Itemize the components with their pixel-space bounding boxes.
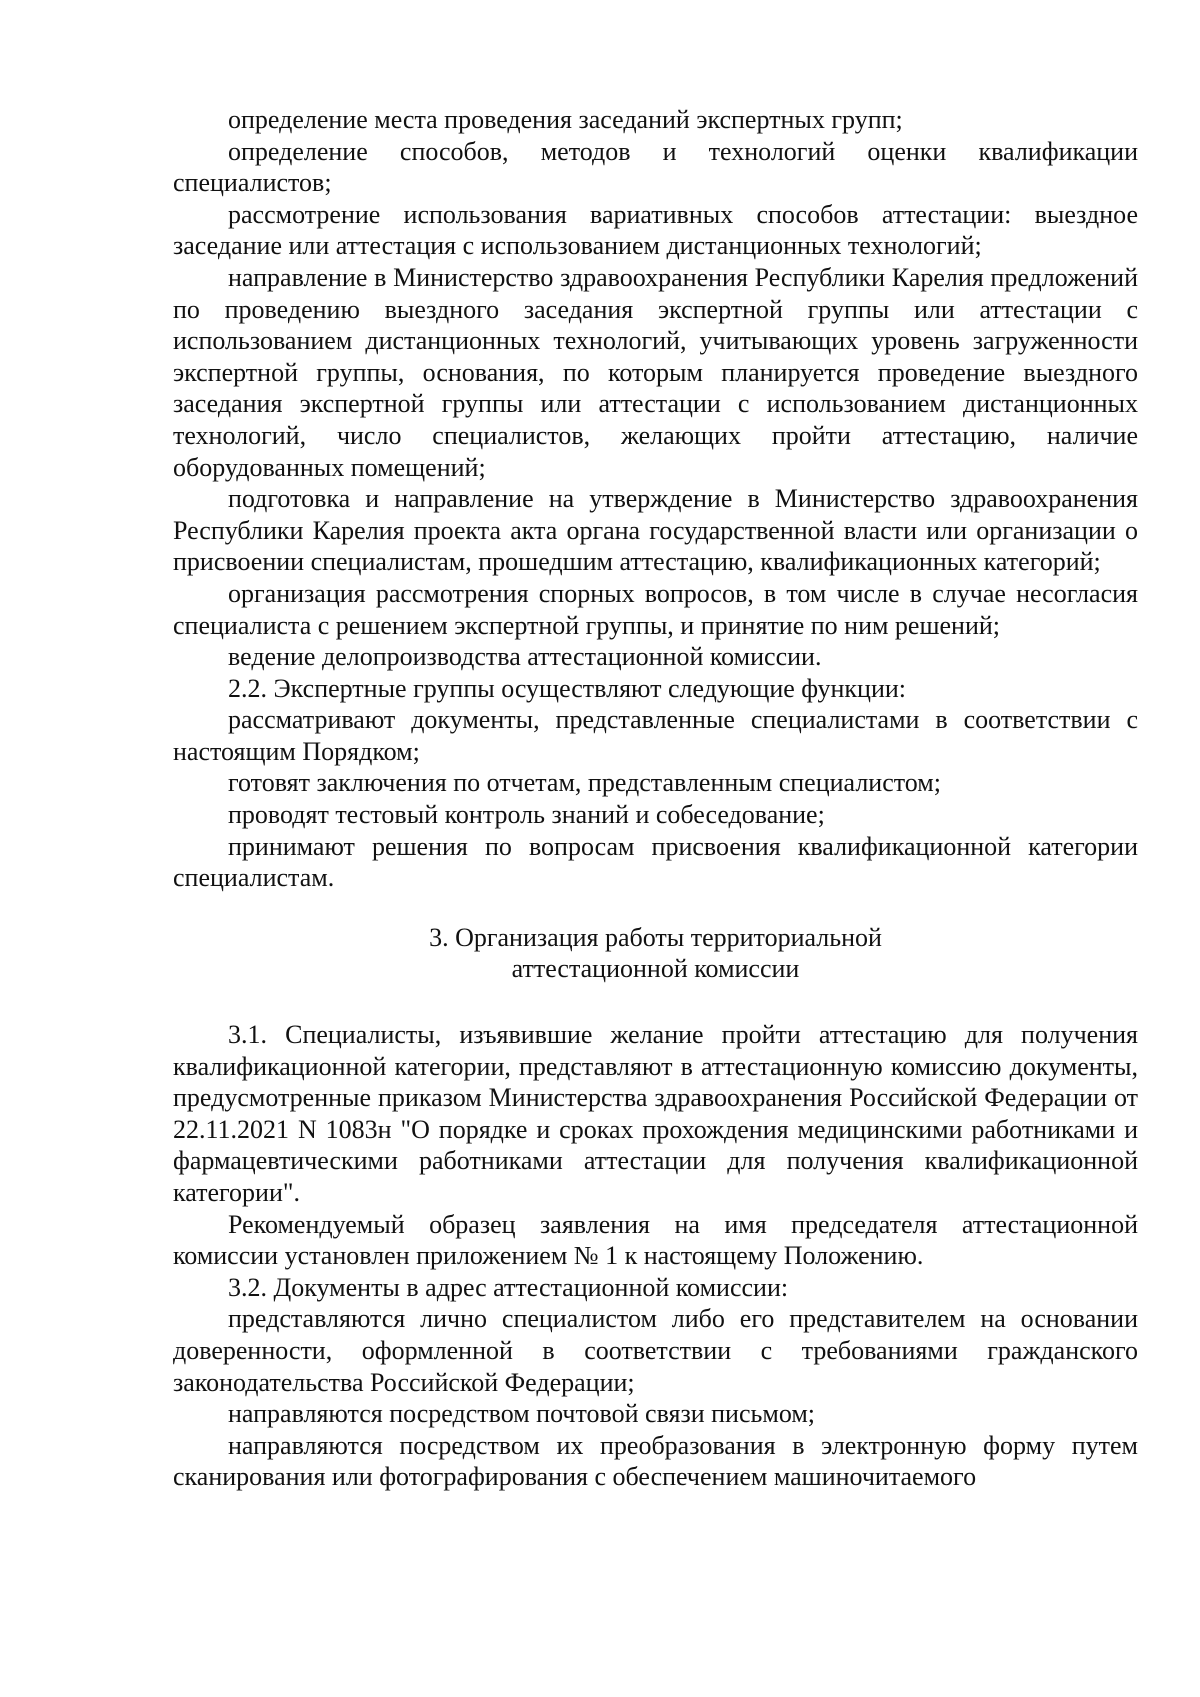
paragraph: организация рассмотрения спорных вопросов, в том числе в случае несогласия специалиста с решением экспертной группы, и принятие по ним решений; — [173, 578, 1138, 640]
clause-3-1: 3.1. Специалисты, изъявившие желание пройти аттестацию для получения квалификационной категории, представляют в аттестационную комиссию документы, предусмотренные приказом Министерства здравоохранения Российской Федерации от 22.11.2021 N 1083н "О порядке и сроках прохождения медицинскими работниками и фармацевтическими работниками аттестации для получения квалификационной категории". — [173, 1020, 1138, 1207]
paragraph: рассмотрение использования вариативных способов аттестации: выездное заседание или аттестация с использованием дистанционных технологий; — [173, 199, 1138, 261]
paragraph: представляются лично специалистом либо его представителем на основании доверенности, оформленной в соответствии с требованиями гражданского законодательства Российской Федерации; — [173, 1304, 1138, 1397]
paragraph: готовят заключения по отчетам, представленным специалистом; — [228, 768, 941, 798]
paragraph: определение способов, методов и технологий оценки квалификации специалистов; — [173, 136, 1138, 198]
section-heading — [173, 922, 1138, 985]
paragraph: Рекомендуемый образец заявления на имя председателя аттестационной комиссии установлен приложением № 1 к настоящему Положению. — [173, 1209, 1138, 1271]
paragraph: определение места проведения заседаний экспертных групп; — [228, 105, 903, 134]
clause-3-2: 3.2. Документы в адрес аттестационной комиссии: — [228, 1272, 789, 1302]
section-heading-line-1: 3. Организация работы территориальной — [429, 922, 882, 952]
paragraph: рассматривают документы, представленные специалистами в соответствии с настоящим Порядком; — [173, 705, 1138, 766]
paragraph: принимают решения по вопросам присвоения квалификационной категории специалистам. — [173, 831, 1138, 893]
paragraph: направление в Министерство здравоохранения Республики Карелия предложений по проведению выездного заседания экспертной группы или аттестации с использованием дистанционных технологий, учитывающих уровень загруженности экспертной группы, основания, по которым планируется проведение выездного заседания экспертной группы или аттестации с использованием дистанционных технологий, число специалистов, желающих пройти аттестацию, наличие оборудованных помещений; — [173, 262, 1138, 482]
document-page — [173, 104, 1138, 1493]
clause-2-2: 2.2. Экспертные группы осуществляют следующие функции: — [228, 673, 907, 703]
paragraph: ведение делопроизводства аттестационной комиссии. — [228, 642, 822, 672]
section-heading-line-2: аттестационной комиссии — [511, 954, 800, 984]
paragraph: направляются посредством их преобразования в электронную форму путем сканирования или фотографирования с обеспечением машиночитаемого — [173, 1430, 1138, 1492]
paragraph: проводят тестовый контроль знаний и собеседование; — [228, 800, 825, 830]
paragraph: направляются посредством почтовой связи письмом; — [228, 1399, 816, 1429]
paragraph: подготовка и направление на утверждение в Министерство здравоохранения Республики Карелия проекта акта органа государственной власти или организации о присвоении специалистам, прошедшим аттестацию, квалификационных категорий; — [173, 484, 1138, 577]
